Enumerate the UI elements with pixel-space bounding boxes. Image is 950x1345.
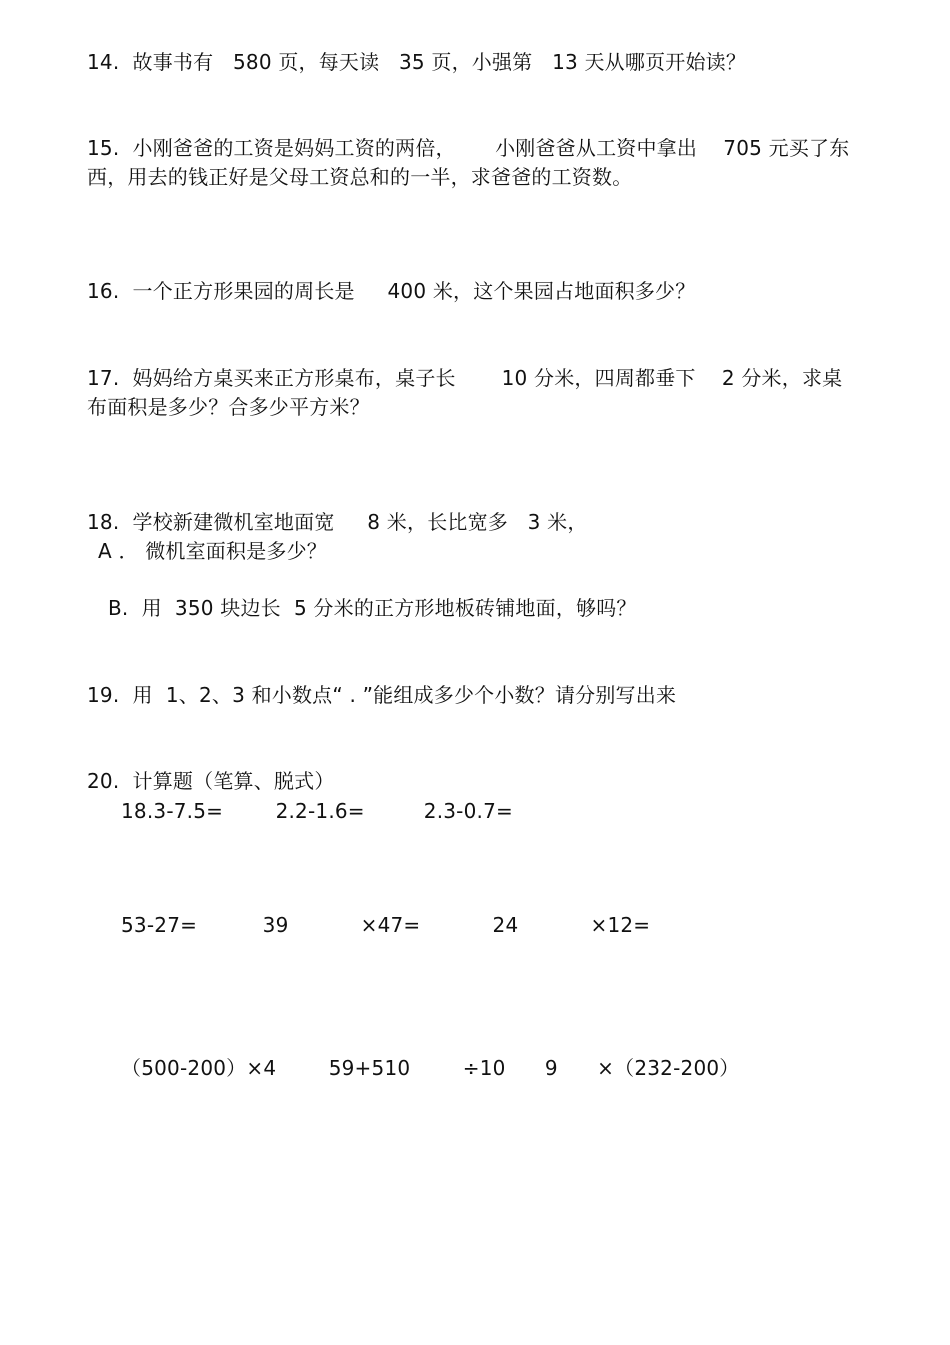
- question-17-line-2: 布面积是多少？合多少平方米？: [87, 395, 370, 419]
- question-18-part-a: A ． 微机室面积是多少？: [98, 539, 327, 563]
- question-20-title: 20. 计算题（笔算、脱式）: [87, 769, 335, 793]
- calc-row-2: 53-27= 39 ×47= 24 ×12=: [121, 913, 651, 937]
- question-15-line-1: 15. 小刚爸爸的工资是妈妈工资的两倍， 小刚爸爸从工资中拿出 705 元买了东: [87, 136, 850, 160]
- question-18: 18. 学校新建微机室地面宽 8 米，长比宽多 3 米，: [87, 510, 588, 534]
- question-17-line-1: 17. 妈妈给方桌买来正方形桌布，桌子长 10 分米，四周都垂下 2 分米，求桌: [87, 366, 843, 390]
- question-18-part-b: B. 用 350 块边长 5 分米的正方形地板砖铺地面，够吗？: [108, 596, 637, 620]
- question-15-line-2: 西，用去的钱正好是父母工资总和的一半，求爸爸的工资数。: [87, 165, 633, 189]
- question-16: 16. 一个正方形果园的周长是 400 米，这个果园占地面积多少？: [87, 279, 696, 303]
- calc-row-1: 18.3-7.5= 2.2-1.6= 2.3-0.7=: [121, 799, 513, 823]
- question-14: 14. 故事书有 580 页，每天读 35 页，小强第 13 天从哪页开始读？: [87, 50, 747, 74]
- question-19: 19. 用 1、2、3 和小数点“ . ”能组成多少个小数？请分别写出来: [87, 683, 677, 707]
- calc-row-3: （500-200）×4 59+510 ÷10 9 ×（232-200）: [121, 1056, 740, 1080]
